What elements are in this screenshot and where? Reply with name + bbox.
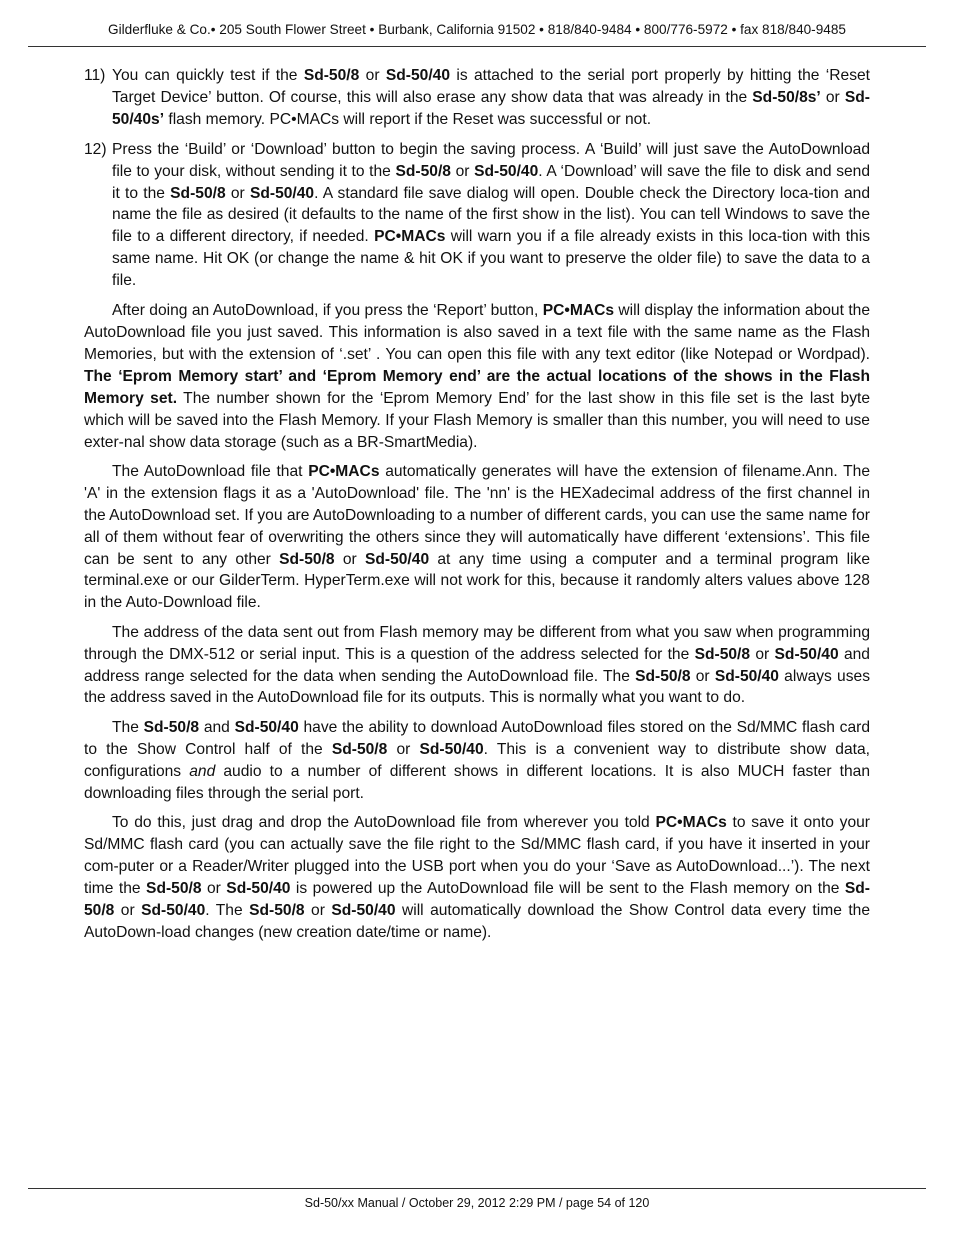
bold-run: Sd-50/40 (474, 162, 539, 180)
bold-run: PC•MACs (655, 814, 727, 831)
bold-run: Sd-50/8 (279, 550, 335, 568)
text-run: . The (205, 901, 250, 919)
text-run: . A ‘Download’ will save the file to disk and send it to the (112, 162, 871, 202)
text-run: To do this, just drag and drop the AutoDownload file from wherever you told (112, 814, 656, 831)
bold-run: Sd-50/40 (364, 550, 430, 568)
numbered-list (84, 65, 870, 292)
italic-run: and (189, 762, 216, 780)
paragraph-text (84, 624, 870, 707)
list-item (84, 65, 870, 131)
text-run: is powered up the AutoDownload file will be sent to the Flash memory on the (290, 879, 845, 897)
page-footer: Sd-50/xx Manual / October 29, 2012 2:29 PM / page 54 of 120 (304, 1196, 650, 1210)
bold-run: Sd-50/8 (143, 718, 200, 736)
text-run: or (225, 184, 250, 202)
bold-run: PC•MACs (308, 462, 380, 480)
text-run: and (199, 718, 235, 736)
text-run: have the ability to download AutoDownload files stored on the Sd/MMC flash card to the Show Control half of the (84, 718, 871, 758)
text-run: You can quickly test if the (112, 67, 304, 84)
bold-run: Sd-50/8 (303, 67, 360, 84)
bold-run: Sd-50/8 (635, 667, 691, 685)
text-run: will automatically download the Show Control data every time the AutoDown-load changes (new creation date/time or name). (84, 901, 870, 941)
bold-run: PC•MACs (542, 302, 615, 320)
text-run: or (690, 667, 715, 685)
bold-run: Sd-50/40 (419, 740, 484, 758)
body-paragraph (84, 622, 870, 710)
text-run: audio to a number of different shows in different locations. It is also MUCH faster than downloading files through the serial port. (84, 762, 870, 802)
text-run: or (387, 740, 420, 758)
text-run: will display the information about the AutoDownload file you just saved. This information is also saved in a text file with the same name as the Flash Memories, but with the extension of ‘.set’ . You can open this file with any text editor (like Notepad or Wordpad). (84, 302, 870, 363)
text-run: automatically generates will have the extension of filename.Ann. The 'A' in the extension flags it as a 'AutoDownload' file. The 'nn' is the HEXadecimal address of the first channel in the AutoDownload set. If you are AutoDownloading to a number of different cards, you can use the same name for all of them without fear of overwriting the others since they will automatically have different ‘extensions’. This file can be sent to any other (84, 462, 870, 568)
text-run: or (450, 162, 475, 180)
list-item-number: 12) (84, 140, 107, 158)
paragraph-text (112, 141, 870, 289)
body-paragraph (84, 812, 870, 943)
bold-run: Sd-50/8 (331, 740, 388, 758)
footer-divider (28, 1188, 926, 1189)
text-run: The number shown for the ‘Eprom Memory End’ for the last show in this file set is the last byte which will be saved into the Flash Memory. If your Flash Memory is smaller than this number, you will need to use exter-nal show data storage (such as a BR-SmartMedia). (84, 389, 871, 451)
bold-run: Sd-50/40 (226, 879, 291, 897)
bold-run: Sd-50/40 (234, 718, 299, 736)
text-run: or (750, 645, 775, 663)
text-run: The (112, 718, 144, 736)
paragraph-text (84, 463, 870, 611)
text-run: The AutoDownload file that (112, 462, 309, 480)
body-paragraph (84, 300, 870, 453)
list-item-number: 11) (84, 67, 106, 84)
bold-run: Sd-50/40 (249, 184, 315, 202)
text-run: After doing an AutoDownload, if you press the ‘Report’ button, (112, 302, 543, 320)
bold-run: Sd-50/40 (774, 645, 839, 663)
paragraph-text (84, 302, 870, 450)
paragraph-text (84, 814, 870, 941)
bold-run: Sd-50/8 (170, 184, 226, 202)
text-run: will warn you if a file already exists in this loca-tion with this same name. Hit OK (or change the name & hit OK if you want to preserve the older file) to save the data to a file. (112, 228, 870, 290)
bold-run: Sd-50/8 (395, 162, 451, 180)
header-divider (28, 46, 926, 47)
text-run: is attached to the serial port properly by hitting the ‘Reset Target Device’ button. Of course, this will also erase any show data that was already in the (112, 67, 871, 106)
bold-run: Sd-50/40 (714, 667, 779, 685)
text-run: and address range selected for the data when sending the AutoDownload file. The (84, 645, 870, 685)
text-run: or (201, 879, 227, 897)
bold-run: Sd-50/8 (146, 879, 202, 897)
text-run: flash memory. PC•MACs will report if the Reset was successful or not. (164, 110, 652, 128)
text-run: or (334, 550, 365, 568)
text-run: or (820, 88, 845, 106)
body-paragraph (84, 717, 870, 805)
bold-run: Sd-50/8s’ (752, 88, 821, 106)
bold-run: Sd-50/40 (331, 901, 396, 919)
bold-run: Sd-50/40 (385, 67, 451, 84)
text-run: or (114, 901, 142, 919)
bold-run: Sd-50/40 (141, 901, 206, 919)
text-run: Press the ‘Build’ or ‘Download’ button to begin the saving process. A ‘Build’ will just save the AutoDownload file to your disk, without sending it to the (112, 140, 870, 180)
text-run: or (359, 67, 386, 84)
page-body (84, 65, 870, 951)
text-run: or (304, 901, 332, 919)
list-item (84, 139, 870, 292)
body-paragraph (84, 461, 870, 614)
paragraph-text (112, 67, 870, 128)
text-run: . A standard file save dialog will open. Double check the Directory loca-tion and name the file as desired (it defaults to the name of the first show in the list). You can tell Windows to save the file to a different directory, if needed. (112, 184, 871, 246)
bold-run: The ‘Eprom Memory start’ and ‘Eprom Memory end’ are the actual locations of the shows in the Flash Memory set. (84, 367, 870, 407)
bold-run: Sd-50/8 (249, 901, 305, 919)
paragraph-text (84, 719, 870, 802)
bold-run: Sd-50/8 (84, 879, 870, 919)
text-run: The address of the data sent out from Flash memory may be different from what you saw when programming through the DMX-512 or serial input. This is a question of the address selected for the (84, 623, 870, 663)
text-run: at any time using a computer and a terminal program like terminal.exe or our GilderTerm. HyperTerm.exe will not work for this, because it randomly alters values above 128 in the Auto-Download file. (84, 550, 870, 612)
bold-run: Sd-50/40s’ (112, 88, 870, 128)
bold-run: PC•MACs (374, 228, 446, 246)
text-run: . This is a convenient way to distribute show data, configurations (84, 740, 870, 780)
page-header: Gilderfluke & Co.• 205 South Flower Street • Burbank, California 91502 • 818/840-9484 • 800/776-5972 • fax 818/840-9485 (108, 22, 846, 37)
bold-run: Sd-50/8 (694, 645, 751, 663)
text-run: always uses the address saved in the AutoDownload file for its outputs. This is normally what you want to do. (84, 667, 870, 707)
text-run: to save it onto your Sd/MMC flash card (you can actually save the file right to the Sd/MMC flash card, if you have it inserted in your com-puter or a Reader/Writer plugged into the USB port when you do your ‘Save as AutoDownload...’). The next time the (84, 814, 870, 897)
